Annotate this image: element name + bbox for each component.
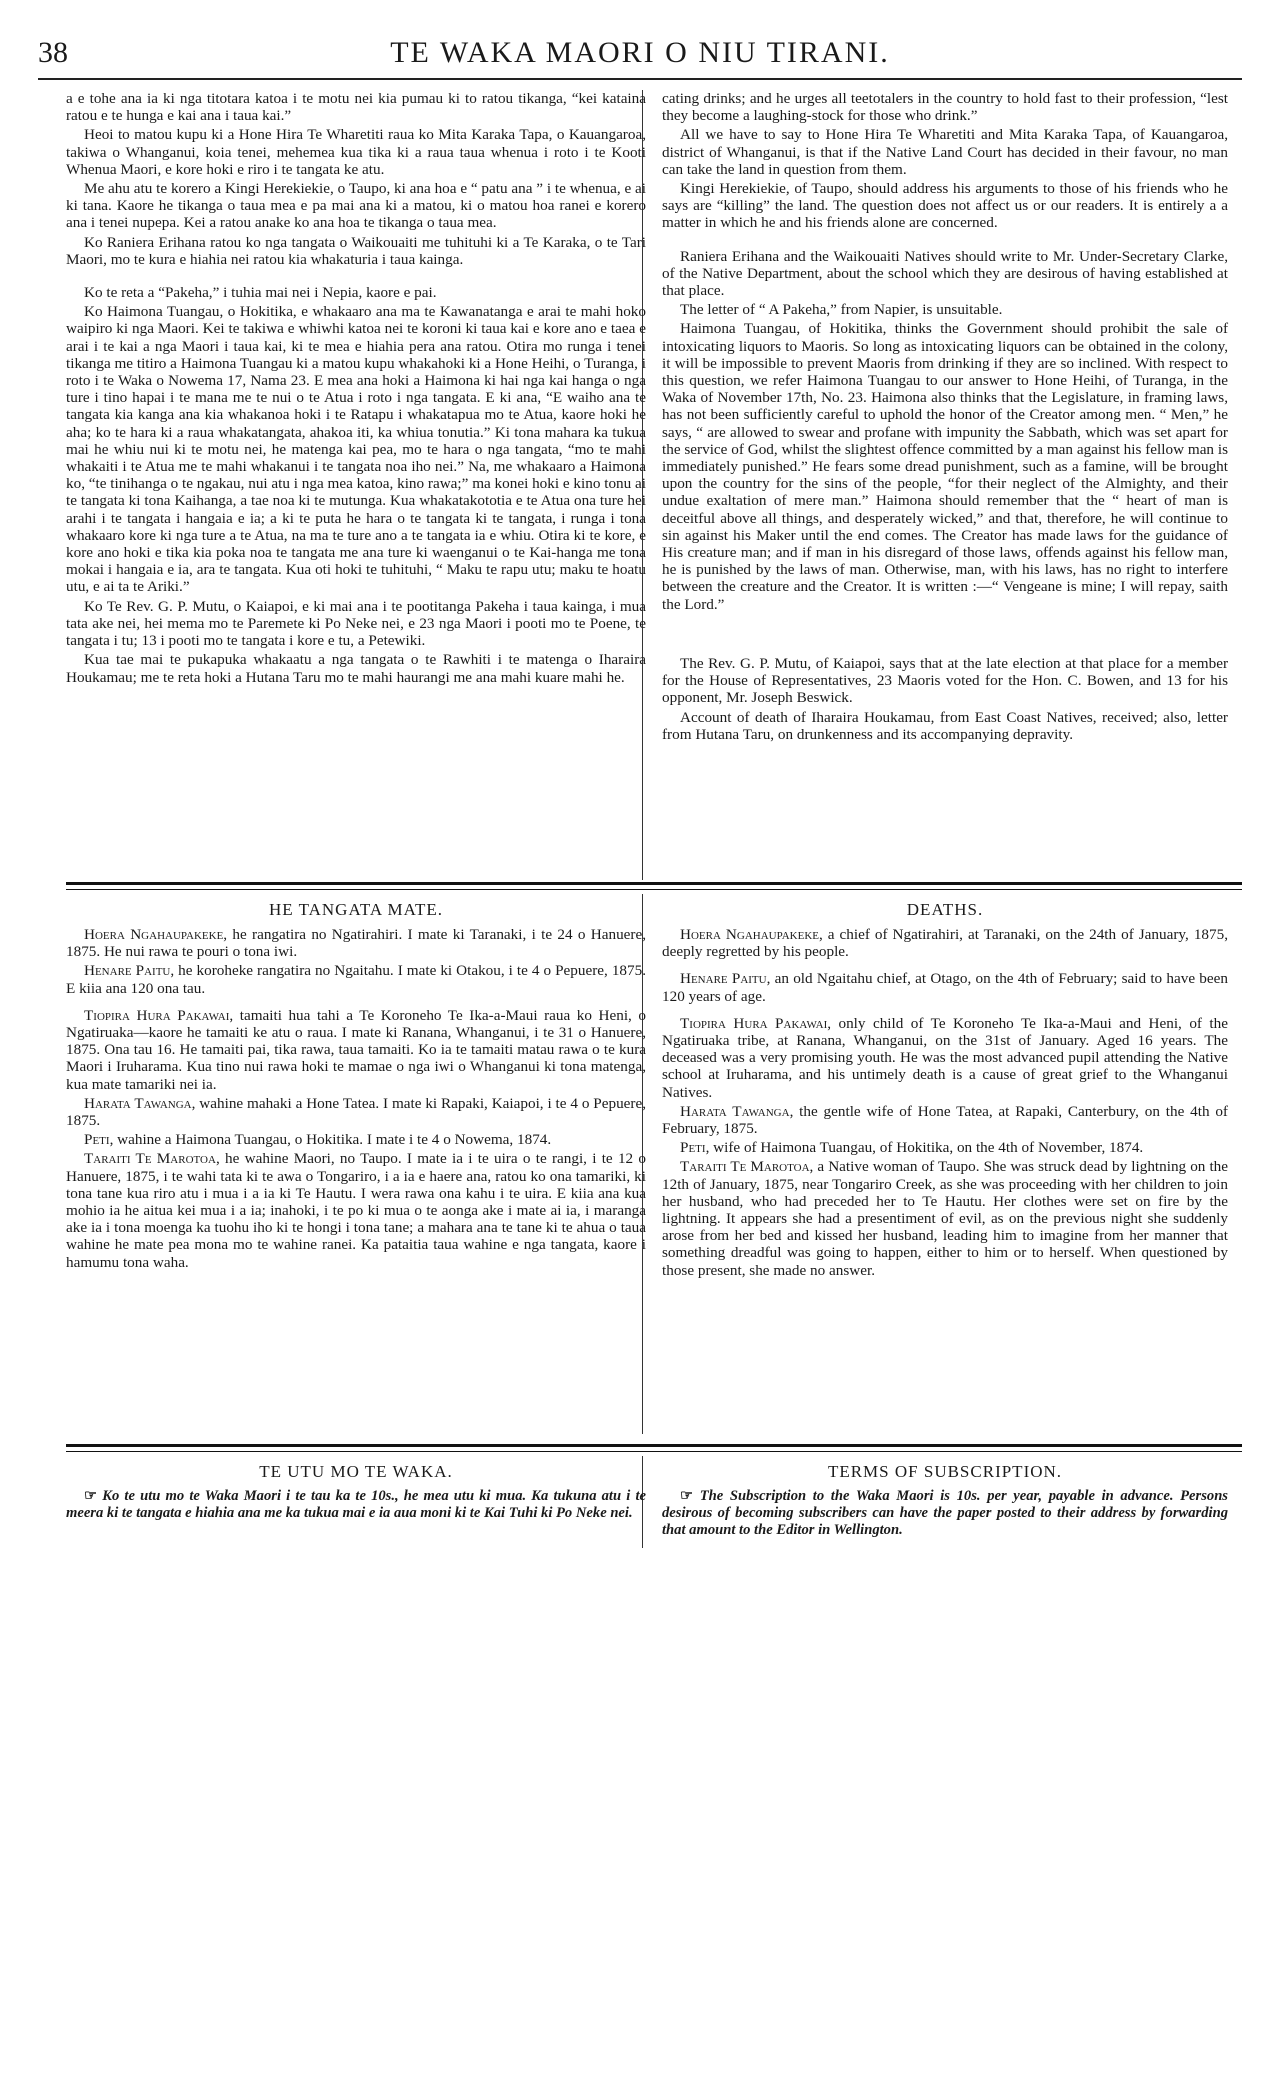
death-entry: Harata Tawanga, wahine mahaki a Hone Tatea. I mate ki Rapaki, Kaiapoi, i te 4 o Pepuere, 1875. <box>66 1094 647 1130</box>
entry-name: Tiopira Hura Pakawai <box>84 1006 230 1024</box>
paragraph: Ko Haimona Tuangau, o Hokitika, e whakaaro ana ma te Kawanatanga e arai te mahi hoko waipiro ki nga Maori. Kei te takiwa e whiwhi katoa nei te koroni ki taua kai e kore ano e taea e arai i te kai a nga Maori i taua kai, ki te mea e hiahia pera ana ratou. Otira mo runga i tenei tikanga me titiro a Haimona Tuangau ki a matou kupu whakahoki ki a Hone Heihi, o Turanga, i roto i te Waka o Nowema 17, Nama 23. E mea ana hoki a Haimona ki hai nga kai hanga o nga ture i tino hapai i te mana me te nui o te Atua i roto i nga tangata. E ki ana, “E waiho ana te tangata kia kanga ana kia whakanoa hoki i te Ratapu i whakatapua mo te Atua, kaore hoki he aha; ko te hara ki a raua whakatangata, ahakoa iti, ka whiua tonutia.” Ki tona mahara ka tukua mai he whiu nui ki te motu nei, he matenga kai pea, mo te hara o nga tangata, “mo te mahi whakaiti i te Atua me te mahi whakanui i te tangata noa iho nei.” Na, me whakaaro a Haimona ko, “te tinihanga o te ngakau, nui atu i nga mea katoa, kino rawa;” ma konei hoki e kino tonu ai te tangata ki tona Kaihanga, a tae noa ki te mutunga. Kua whakatakototia e te Atua ona ture hei arahi i te tangata i hangaia e ia; a ki te puta he hara o te tangata ki te tangata, i runga i tona whakaaro kore ki nga ture a te Atua, na ma te ture ano a te tangata ia e whiu. Otira ki te kore, e kore ano hoki e tika kia poka noa te tangata me ana ture ki waenganui o te Kai-hanga me tona mokai i hangaia e ia, ara te tangata. Kua oti hoki te tuhituhi, “ Maku te rapu utu; maku te hoatu utu, e ai ta te Ariki.” <box>66 303 646 596</box>
paragraph: The Rev. G. P. Mutu, of Kaiapoi, says that at the late election at that place for a member for the House of Representatives, 23 Maoris voted for the Hon. C. Bowen, and 13 for his opponent, Mr. Joseph Beswick. <box>662 654 1228 707</box>
death-entry: Peti, wife of Haimona Tuangau, of Hokitika, on the 4th of November, 1874. <box>680 1139 1144 1157</box>
paragraph: Heoi to matou kupu ki a Hone Hira Te Wharetiti raua ko Mita Karaka Tapa, o Kauangaroa, takiwa o Whanganui, koia tenei, mehemea kua tika ki a raua taua whenua i roto i te Kooti Whenua Maori, e kore hoki e riro i te tangata ke atu. <box>66 126 646 178</box>
entry-name: Tiopira Hura Pakawai <box>680 1014 828 1032</box>
death-entry: Harata Tawanga, the gentle wife of Hone Tatea, at Rapaki, Canterbury, on the 4th of February, 1875. <box>662 1102 1228 1138</box>
entry-name: Peti <box>84 1131 110 1149</box>
entry-name: Taraiti Te Marotoa <box>680 1158 810 1176</box>
pointing-hand-icon: ☞ <box>84 1488 98 1504</box>
paragraph: Ko te reta a “Pakeha,” i tuhia mai nei i Nepia, kaore e pai. <box>84 284 437 302</box>
paragraph: Raniera Erihana and the Waikouaiti Natives should write to Mr. Under-Secretary Clarke, of the Native Department, about the school which they are desirous of having established at that place. <box>662 247 1228 300</box>
death-entry: Hoera Ngahaupakeke, he rangatira no Ngatirahiri. I mate ki Taranaki, i te 24 o Hanuere, 1875. He nui rawa te pouri o tona iwi. <box>66 926 647 961</box>
subscription-maori <box>66 1456 646 1524</box>
entry-name: Peti <box>680 1139 706 1157</box>
death-entry: Henare Paitu, an old Ngaitahu chief, at Otago, on the 4th of February; said to have been 120 years of age. <box>662 970 1228 1005</box>
death-entry: Taraiti Te Marotoa, he wahine Maori, no Taupo. I mate ia i te uira o te rangi, i te 12 o Hanuere, 1875, i te wahi tata ki te awa o Tongariro, i a ia e haere ana, ratou ko ona tamariki, ki tona tane kua riro atu i mua i a ia ki Te Hautu. I wera rawa ona kahu i te uira. E kiia ana kua mohio ia he aitua kei mua i a ia; inahoki, i te po ki mua o te aonga ake i mate ai ia, i maranga ake ia i tona moenga ka tuohu iho ki te hongi i tona tane; a mahara ana te tane ki te ahua o taua wahine he mate pea mona mo te wahine ranei. Ka pataitia taua wahine e nga tangata, kaore i hamumu tona waha. <box>66 1150 646 1271</box>
entry-name: Harata Tawanga <box>680 1102 790 1120</box>
death-entry: Peti, wahine a Haimona Tuangau, o Hokitika. I mate i te 4 o Nowema, 1874. <box>84 1131 552 1149</box>
section-rule <box>66 882 1242 890</box>
paragraph: Me ahu atu te korero a Kingi Herekiekie, o Taupo, ki ana hoa e “ patu ana ” i te whenua, e ai ki tana. Kaore he tikanga o taua mea e pa mai ana ki a matou, ki o matou hoa ranei e korero ana i tenei nupepa. Kei a ratou anake ko ana hoa te tikanga o taua mea. <box>66 180 646 232</box>
section-heading: HE TANGATA MATE. <box>269 900 443 919</box>
paragraph: a e tohe ana ia ki nga titotara katoa i te motu nei kia pumau ki to ratou tikanga, “kei kataina ratou e te hunga e kai ana i taua kai.” <box>66 90 646 125</box>
subscription-text: ☞ Ko te utu mo te Waka Maori i te tau ka te 10s., he mea utu ki mua. Ka tukuna atu i te meera ki te tangata e hiahia ana me ka tukua mai e ia aua moni ki te Kai Tuhi ki Po Neke nei. <box>66 1488 646 1522</box>
entry-name: Henare Paitu <box>680 970 767 988</box>
section-heading: TERMS OF SUBSCRIPTION. <box>827 1462 1063 1481</box>
paragraph: cating drinks; and he urges all teetotalers in the country to hold fast to their profession, “lest they become a laughing-stock for those who drink.” <box>662 90 1228 125</box>
pointing-hand-icon: ☞ <box>680 1488 694 1504</box>
deaths-maori <box>66 894 646 1273</box>
death-entry: Tiopira Hura Pakawai, only child of Te Koroneho Te Ika-a-Maui and Heni, of the Ngatiruaka tribe, at Ranana, Whanganui, on the 31st of January. Aged 16 years. The deceased was a very promising youth. He was the most advanced pupil attending the Native school at Iruharama, and his untimely death is a cause of great grief to the Whanganui Natives. <box>662 1014 1228 1101</box>
newspaper-page <box>38 36 1242 1539</box>
paragraph: All we have to say to Hone Hira Te Wharetiti and Mita Karaka Tapa, of Kauangaroa, district of Whanganui, is that if the Native Land Court has decided in their favour, no man can take the land in question from them. <box>662 126 1228 178</box>
paragraph: Ko Raniera Erihana ratou ko nga tangata o Waikouaiti me tuhituhi ki a Te Karaka, o te Tari Maori, mo te kura e hiahia nei ratou kia whakaturia i taua kainga. <box>66 233 646 268</box>
page-number: 38 <box>38 36 68 69</box>
death-entry: Henare Paitu, he koroheke rangatira no Ngaitahu. I mate ki Otakou, i te 4 o Pepuere, 1875. E kiia ana 120 ona tau. <box>66 962 646 997</box>
death-entry: Taraiti Te Marotoa, a Native woman of Taupo. She was struck dead by lightning on the 12th of January, 1875, near Tongariro Creek, as she was proceeding with her children to join her husband, who had preceded her to Te Hautu. Her clothes were set on fire by the lightning. It appears she had a presentiment of evil, as on the previous night she suddenly arose from her bed and kissed her husband, leading him to imagine from her manner that something dreadful was going to happen, either to him or to herself. When questioned by those present, she made no answer. <box>662 1158 1229 1279</box>
section-rule <box>66 1444 1242 1452</box>
paragraph: Ko Te Rev. G. P. Mutu, o Kaiapoi, e ki mai ana i te pootitanga Pakeha i taua kainga, i mua tata ake nei, hei mema mo te Paremete ki Po Neke nei, e 23 nga Maori i pooti mo te Poene, te tangata i tu; 13 i pooti mo te tangata i kore e tu, a Petewiki. <box>66 597 646 650</box>
newspaper-title: TE WAKA MAORI O NIU TIRANI. <box>390 36 890 69</box>
paragraph: Kingi Herekiekie, of Taupo, should address his arguments to those of his friends who he says are “killing” the land. The question does not affect us or our readers. It is entirely a a matter in which he and his friends alone are concerned. <box>662 180 1228 232</box>
entry-name: Henare Paitu <box>84 962 171 980</box>
entry-name: Hoera Ngahaupakeke <box>680 926 819 943</box>
notices-maori <box>66 90 646 688</box>
deaths-english <box>662 894 1228 1281</box>
notices-english <box>662 90 1228 745</box>
entry-name: Hoera Ngahaupakeke <box>84 926 224 943</box>
subscription-text: ☞ The Subscription to the Waka Maori is 10s. per year, payable in advance. Persons desirous of becoming subscribers can have the paper posted to their address by forwarding that amount to the Editor in Wellington. <box>662 1488 1228 1539</box>
paragraph: Account of death of Iharaira Houkamau, from East Coast Natives, received; also, letter from Hutana Taru, on drunkenness and its accompanying depravity. <box>662 708 1228 743</box>
section-heading: TE UTU MO TE WAKA. <box>259 1462 453 1481</box>
section-heading: DEATHS. <box>906 900 984 919</box>
paragraph: Kua tae mai te pukapuka whakaatu a nga tangata o te Rawhiti i te matenga o Iharaira Houkamau; me te reta hoki a Hutana Taru mo te mahi haurangi me ana mahi kuare mahi he. <box>66 651 646 686</box>
entry-name: Harata Tawanga <box>84 1094 192 1112</box>
paragraph: Haimona Tuangau, of Hokitika, thinks the Government should prohibit the sale of intoxicating liquors to Maoris. So long as intoxicating liquors can be obtained in the colony, it will be impossible to prevent Maoris from drinking if they are so inclined. With respect to this question, we refer Haimona Tuangau to our answer to Hone Heihi, of Turanga, in the Waka of November 17th, No. 23. Haimona also thinks that the Legislature, in framing laws, has not been sufficiently careful to uphold the honor of the Creator among men. “ Men,” he says, “ are allowed to swear and profane with impunity the Sabbath, which was set apart for the service of God, whilst the slightest offence committed by a man against his fellow man is immediately punished.” He fears some dread punishment, such as a famine, will be brought upon the country for the sins of the people, “for their neglect of the Almighty, and their undue exaltation of mere man.” Haimona should remember that the “ heart of man is deceitful above all things, and desperately wicked,” and that, therefore, he will continue to sin against his Maker until the end comes. The Creator has made laws for the guidance of His creature man; and if man in his disregard of those laws, offends against his fellow man, he is punished by the laws of man. Otherwise, man, with his laws, has no right to interfere between the creature and the Creator. It is written :—“ Vengeane is mine; I will repay, saith the Lord.” <box>662 320 1228 613</box>
death-entry: Tiopira Hura Pakawai, tamaiti hua tahi a Te Koroneho Te Ika-a-Maui raua ko Heni, o Ngatiruaka—kaore he tamaiti ke atu o raua. I mate ki Ranana, Whanganui, i te 31 o Hanuere, 1875. Ona tau 16. He tamaiti pai, tika rawa, taua tamaiti. Ko ia te tamaiti matau rawa o te kura Maori i Iruharama. Kua tino nui rawa hoki te mamae o nga iwi o Whanganui ki tona matenga, kua mate tamariki nei ia. <box>66 1006 646 1093</box>
paragraph: The letter of “ A Pakeha,” from Napier, is unsuitable. <box>680 301 1003 319</box>
page-header <box>38 36 1242 80</box>
death-entry: Hoera Ngahaupakeke, a chief of Ngatirahiri, at Taranaki, on the 24th of January, 1875, deeply regretted by his people. <box>662 926 1228 961</box>
entry-name: Taraiti Te Marotoa <box>84 1150 216 1168</box>
subscription-english <box>662 1456 1228 1542</box>
